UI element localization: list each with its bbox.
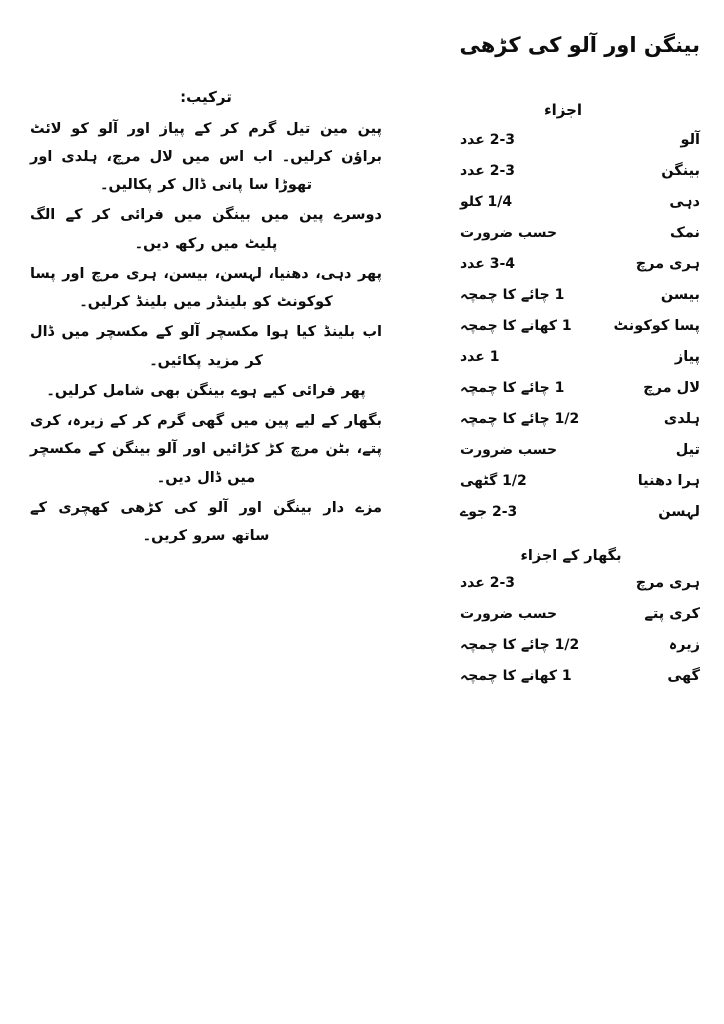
ingredient-row [452, 255, 700, 286]
method-step: دوسرے پین میں بینگن میں فرائی کر کے الگ پلیٹ میں رکھ دیں۔ [30, 207, 382, 252]
ingredient-row [452, 636, 700, 667]
ingredient-quantity: حسب ضرورت [460, 606, 558, 623]
ingredient-row [452, 317, 700, 348]
ingredient-row [452, 348, 700, 379]
ingredient-row [452, 410, 700, 441]
method-step: پھر دہی، دھنیا، لہسن، بیسن، ہری مرچ اور پسا کوکونٹ کو بلینڈر میں بلینڈ کرلیں۔ [30, 265, 382, 311]
ingredient-row [452, 224, 700, 255]
ingredient-name: پیاز [674, 349, 700, 365]
ingredient-name: ہری مرچ [635, 575, 700, 592]
ingredient-row [452, 441, 700, 472]
ingredient-row [452, 162, 700, 193]
ingredient-name: بیسن [660, 287, 700, 303]
ingredient-quantity: 1/4 کلو [460, 194, 513, 210]
ingredient-name: کری پتے [644, 606, 700, 623]
ingredients-heading: اجزاء [543, 101, 583, 119]
ingredient-row [452, 503, 700, 534]
ingredient-quantity: 2-3 عدد [460, 132, 516, 148]
ingredient-quantity: حسب ضرورت [460, 225, 558, 241]
method-step: پھر فرائی کیے ہوے بینگن بھی شامل کرلیں۔ [46, 382, 366, 399]
ingredient-name: بینگن [661, 163, 700, 179]
ingredient-name: ہری مرچ [635, 256, 700, 272]
ingredient-row [452, 574, 700, 605]
ingredient-quantity: 1/2 گٹھی [460, 473, 527, 489]
ingredient-name: لال مرچ [643, 380, 700, 396]
ingredient-row [452, 605, 700, 636]
ingredient-name: لہسن [658, 504, 700, 520]
ingredient-name: زیرہ [668, 637, 700, 654]
ingredients-section [452, 100, 700, 698]
ingredient-quantity: 1 کھانے کا چمچہ [460, 318, 572, 334]
ingredient-quantity: 1/2 چائے کا چمچہ [460, 411, 580, 427]
ingredient-name: تیل [675, 442, 700, 458]
ingredient-name: نمک [669, 225, 700, 241]
ingredient-row [452, 286, 700, 317]
ingredient-name: گھی [667, 668, 700, 685]
method-heading: ترکیب: [180, 88, 232, 106]
ingredient-row [452, 667, 700, 698]
ingredient-row [452, 131, 700, 162]
ingredient-quantity: حسب ضرورت [460, 442, 558, 458]
method-step: بگھار کے لیے پین میں گھی گرم کر کے زیرہ، کری پتے، بٹن مرچ کڑ کڑائیں اور آلو بینگن کے مکسچر میں ڈال دیں۔ [30, 413, 382, 486]
ingredient-quantity: 1 عدد [460, 349, 500, 365]
ingredient-row [452, 472, 700, 503]
ingredient-quantity: 2-3 عدد [460, 575, 516, 592]
ingredient-quantity: 1 کھانے کا چمچہ [460, 668, 572, 685]
ingredient-quantity: 1/2 چائے کا چمچہ [460, 637, 580, 654]
ingredient-quantity: 2-3 جوے [460, 504, 518, 520]
ingredient-name: پسا کوکونٹ [613, 318, 700, 334]
page-title: بینگن اور آلو کی کڑھی [459, 33, 700, 57]
ingredient-quantity: 1 چائے کا چمچہ [460, 380, 565, 396]
ingredient-row [452, 193, 700, 224]
method-section [30, 86, 382, 552]
ingredient-name: آلو [680, 132, 700, 148]
ingredient-quantity: 2-3 عدد [460, 163, 516, 179]
method-step: مزے دار بینگن اور آلو کی کڑھی کھچری کے ساتھ سرو کریں۔ [30, 499, 382, 545]
ingredient-name: دہی [669, 194, 700, 210]
ingredient-quantity: 3-4 عدد [460, 256, 516, 272]
ingredient-quantity: 1 چائے کا چمچہ [460, 287, 565, 303]
method-step: اب بلینڈ کیا ہوا مکسچر آلو کے مکسچر میں ڈال کر مزید پکائیں۔ [30, 324, 382, 369]
ingredient-name: ہلدی [663, 411, 700, 427]
baghar-ingredients-heading: بگھار کے اجزاء [520, 548, 622, 564]
ingredient-row [452, 379, 700, 410]
ingredient-name: ہرا دھنیا [637, 473, 700, 489]
method-step: پین مین تیل گرم کر کے پیاز اور آلو کو لائٹ براؤن کرلیں۔ اب اس میں لال مرچ، ہلدی اور تھوڑا سا پانی ڈال کر پکالیں۔ [30, 120, 382, 194]
